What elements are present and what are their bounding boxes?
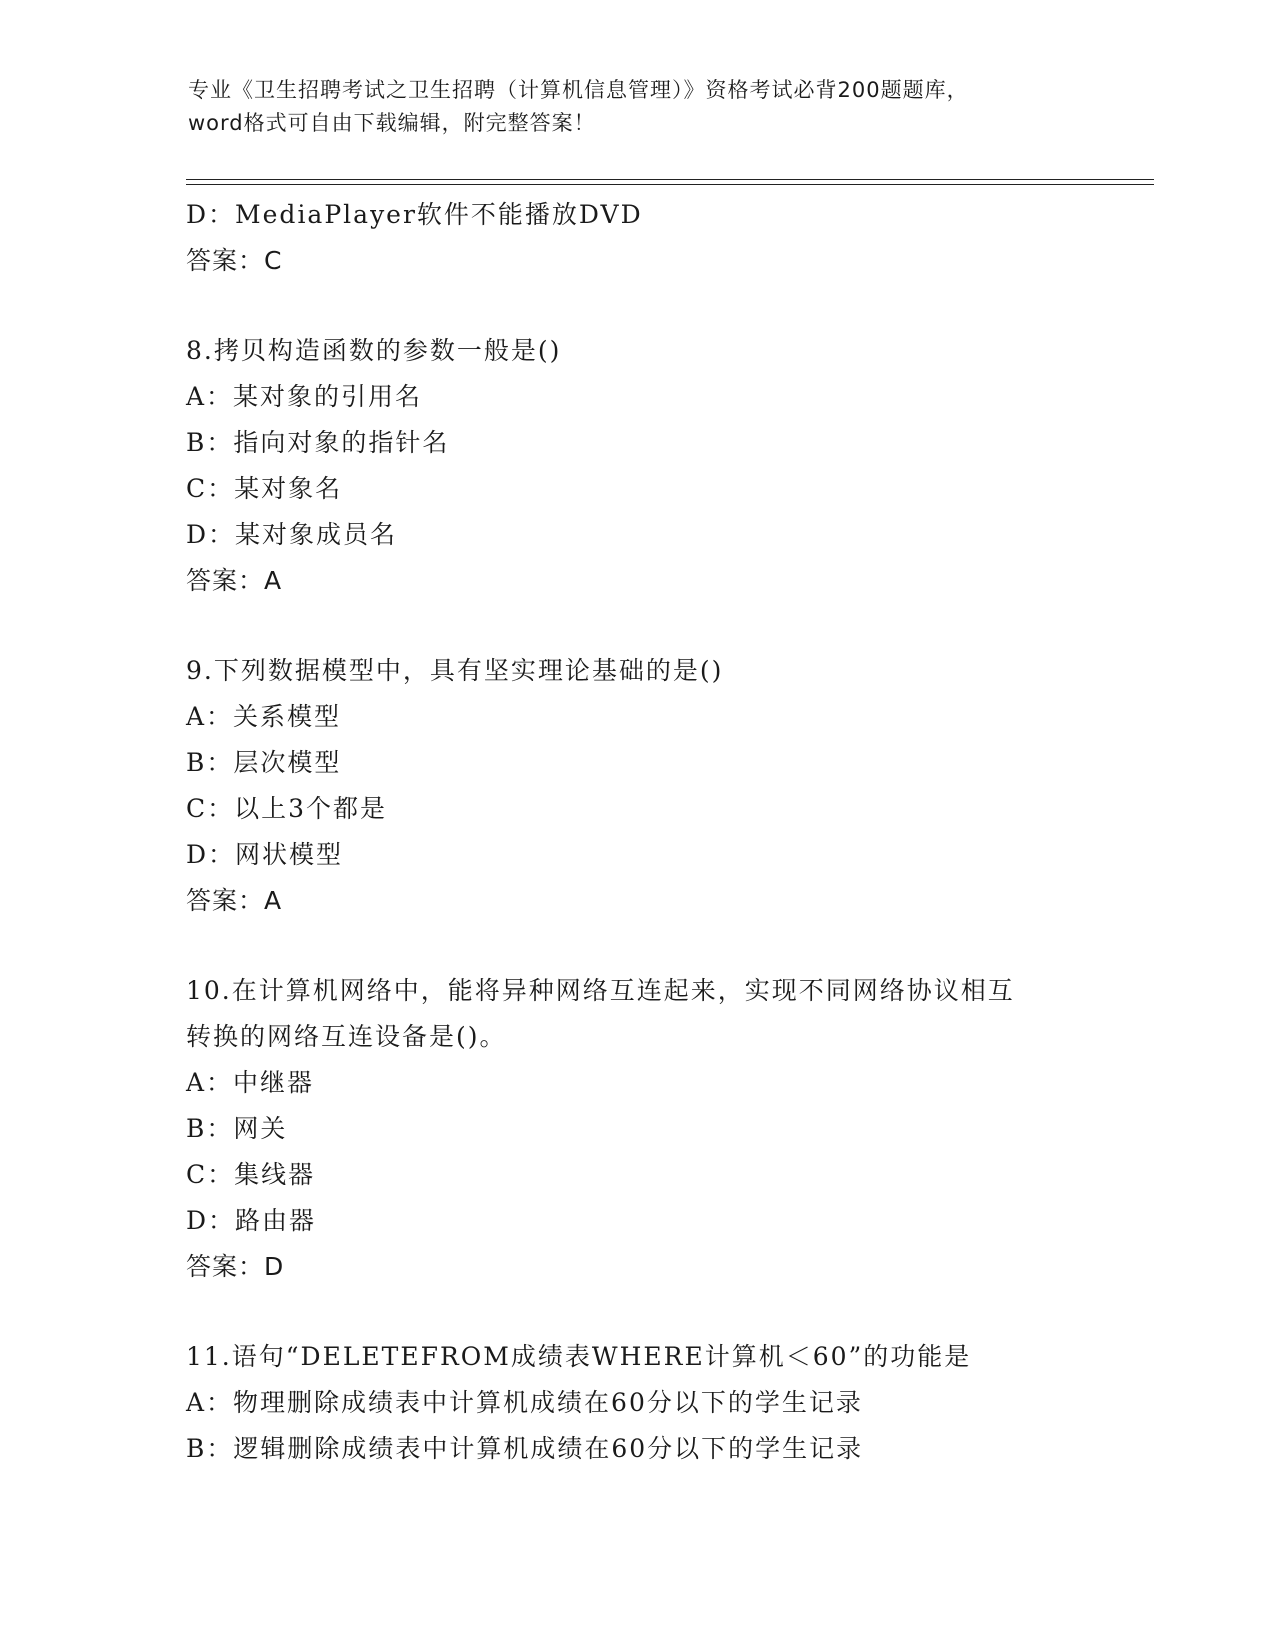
answer: 答案：D <box>186 1252 285 1281</box>
option-a: A：中继器 <box>186 1068 315 1097</box>
option-d: D：网状模型 <box>186 840 344 869</box>
question-stem: 11.语句“DELETEFROM成绩表WHERE计算机＜60”的功能是 <box>186 1342 972 1371</box>
header-divider-bottom <box>186 184 1154 185</box>
question-stem: 8.拷贝构造函数的参数一般是() <box>186 336 562 365</box>
question-8 <box>186 328 1086 604</box>
option-b: B：逻辑删除成绩表中计算机成绩在60分以下的学生记录 <box>186 1434 864 1463</box>
header-line-1: 专业《卫生招聘考试之卫生招聘（计算机信息管理）》资格考试必背200题题库， <box>188 78 969 102</box>
option-c: C：集线器 <box>186 1160 316 1189</box>
option-d: D：某对象成员名 <box>186 520 398 549</box>
question-11 <box>186 1334 1086 1472</box>
option-a: A：关系模型 <box>186 702 342 731</box>
option-c: C：某对象名 <box>186 474 343 503</box>
question-list <box>186 192 1086 1472</box>
question-stem-continued: 转换的网络互连设备是()。 <box>186 1022 507 1051</box>
question-stem: 9.下列数据模型中，具有坚实理论基础的是() <box>186 656 724 685</box>
answer: 答案：A <box>186 886 283 915</box>
question-stem: 10.在计算机网络中，能将异种网络互连起来，实现不同网络协议相互 <box>186 976 1015 1005</box>
option-b: B：指向对象的指针名 <box>186 428 450 457</box>
option-a: A：物理删除成绩表中计算机成绩在60分以下的学生记录 <box>186 1388 863 1417</box>
option-d: D：路由器 <box>186 1206 317 1235</box>
option-d: D：MediaPlayer软件不能播放DVD <box>186 200 643 229</box>
header-line-2: word格式可自由下载编辑，附完整答案！ <box>188 111 596 135</box>
option-b: B：网关 <box>186 1114 288 1143</box>
question-9 <box>186 648 1086 924</box>
answer: 答案：C <box>186 246 283 275</box>
document-header <box>188 74 1088 140</box>
header-divider-top <box>186 179 1154 180</box>
answer: 答案：A <box>186 566 283 595</box>
question-10 <box>186 968 1086 1290</box>
option-b: B：层次模型 <box>186 748 342 777</box>
option-c: C：以上3个都是 <box>186 794 388 823</box>
option-a: A：某对象的引用名 <box>186 382 423 411</box>
